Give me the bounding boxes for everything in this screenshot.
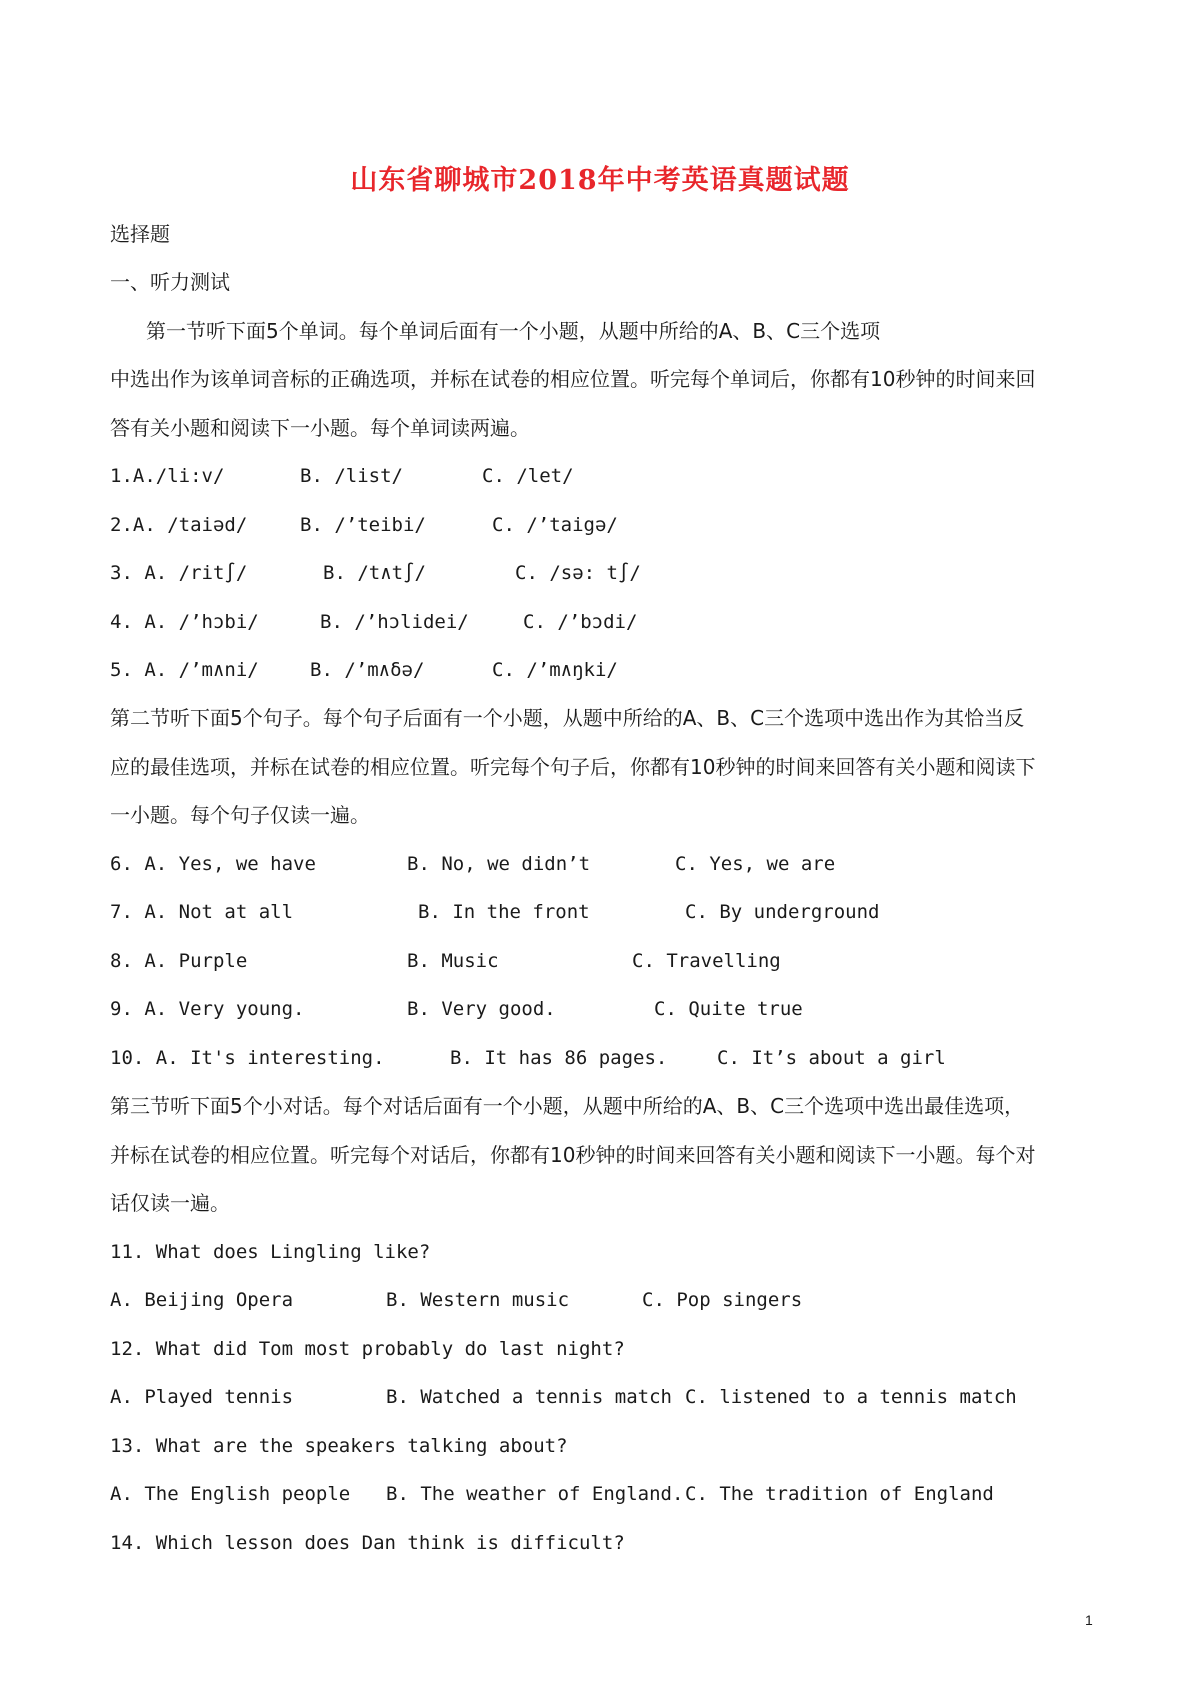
option-b: B. Very good. xyxy=(407,998,556,1020)
question-text: 12. What did Tom most probably do last night? xyxy=(110,1338,625,1360)
option-b: B. Watched a tennis match xyxy=(386,1386,672,1408)
option-c: C. Pop singers xyxy=(642,1289,803,1311)
option-a: 6. A. Yes, we have xyxy=(110,853,316,875)
option-b: B. /’teibi/ xyxy=(300,514,426,536)
option-b: B. /t∧t∫/ xyxy=(323,562,426,584)
option-c: C. By underground xyxy=(685,901,880,923)
option-c: C. /’bɔdi/ xyxy=(523,611,638,633)
section2-intro-line1: 第二节听下面5个句子。每个句子后面有一个小题，从题中所给的A、B、C三个选项中选出作为其恰当反 xyxy=(110,706,1025,730)
section1-intro-line3: 答有关小题和阅读下一小题。每个单词读两遍。 xyxy=(110,416,530,440)
option-c: C. listened to a tennis match xyxy=(685,1386,1017,1408)
option-c: C. The tradition of England xyxy=(685,1483,994,1505)
option-a: 8. A. Purple xyxy=(110,950,248,972)
option-c: C. /’taigə/ xyxy=(492,514,618,536)
option-a: 4. A. /’hɔbi/ xyxy=(110,611,259,633)
option-a: 5. A. /’m∧ni/ xyxy=(110,659,259,681)
option-c: C. Travelling xyxy=(632,950,781,972)
option-c: C. It’s about a girl xyxy=(717,1047,946,1069)
part-title: 一、听力测试 xyxy=(110,270,230,294)
option-b: B. /list/ xyxy=(300,465,403,487)
question-text: 13. What are the speakers talking about? xyxy=(110,1435,568,1457)
question-text: 11. What does Lingling like? xyxy=(110,1241,431,1263)
section3-intro-line3: 话仅读一遍。 xyxy=(110,1191,230,1215)
document-title: 山东省聊城市2018年中考英语真题试题 xyxy=(350,165,850,196)
option-a: 1.A./li:v/ xyxy=(110,465,225,487)
option-b: B. No, we didn’t xyxy=(407,853,591,875)
section2-intro-line3: 一小题。每个句子仅读一遍。 xyxy=(110,803,370,827)
option-a: A. Played tennis xyxy=(110,1386,294,1408)
question-text: 14. Which lesson does Dan think is difficult? xyxy=(110,1532,625,1554)
option-b: B. In the front xyxy=(418,901,590,923)
section3-intro-line2: 并标在试卷的相应位置。听完每个对话后，你都有10秒钟的时间来回答有关小题和阅读下一小题。每个对 xyxy=(110,1143,1036,1167)
option-b: B. The weather of England. xyxy=(386,1483,684,1505)
option-a: A. The English people xyxy=(110,1483,351,1505)
option-a: 2.A. /taiəd/ xyxy=(110,514,248,536)
section1-intro-line1: 第一节听下面5个单词。每个单词后面有一个小题，从题中所给的A、B、C三个选项 xyxy=(146,319,881,343)
option-c: C. /let/ xyxy=(482,465,574,487)
page-number: 1 xyxy=(1085,1612,1093,1628)
section1-intro-line2: 中选出作为该单词音标的正确选项，并标在试卷的相应位置。听完每个单词后，你都有10秒钟的时间来回 xyxy=(110,367,1036,391)
option-c: C. Quite true xyxy=(654,998,803,1020)
option-b: B. It has 86 pages. xyxy=(450,1047,668,1069)
section2-intro-line2: 应的最佳选项，并标在试卷的相应位置。听完每个句子后，你都有10秒钟的时间来回答有关小题和阅读下 xyxy=(110,755,1036,779)
option-a: 9. A. Very young. xyxy=(110,998,305,1020)
option-b: B. /’hɔlidei/ xyxy=(320,611,469,633)
option-b: B. /’m∧δə/ xyxy=(310,659,425,681)
option-b: B. Music xyxy=(407,950,499,972)
option-b: B. Western music xyxy=(386,1289,570,1311)
option-a: A. Beijing Opera xyxy=(110,1289,294,1311)
option-c: C. Yes, we are xyxy=(675,853,836,875)
section3-intro-line1: 第三节听下面5个小对话。每个对话后面有一个小题，从题中所给的A、B、C三个选项中选出最佳选项， xyxy=(110,1094,1025,1118)
option-a: 10. A. It's interesting. xyxy=(110,1047,385,1069)
section-label: 选择题 xyxy=(110,222,170,246)
option-a: 3. A. /rit∫/ xyxy=(110,562,248,584)
option-c: C. /sə: t∫/ xyxy=(515,562,641,584)
option-c: C. /’m∧ŋki/ xyxy=(492,659,618,681)
option-a: 7. A. Not at all xyxy=(110,901,294,923)
